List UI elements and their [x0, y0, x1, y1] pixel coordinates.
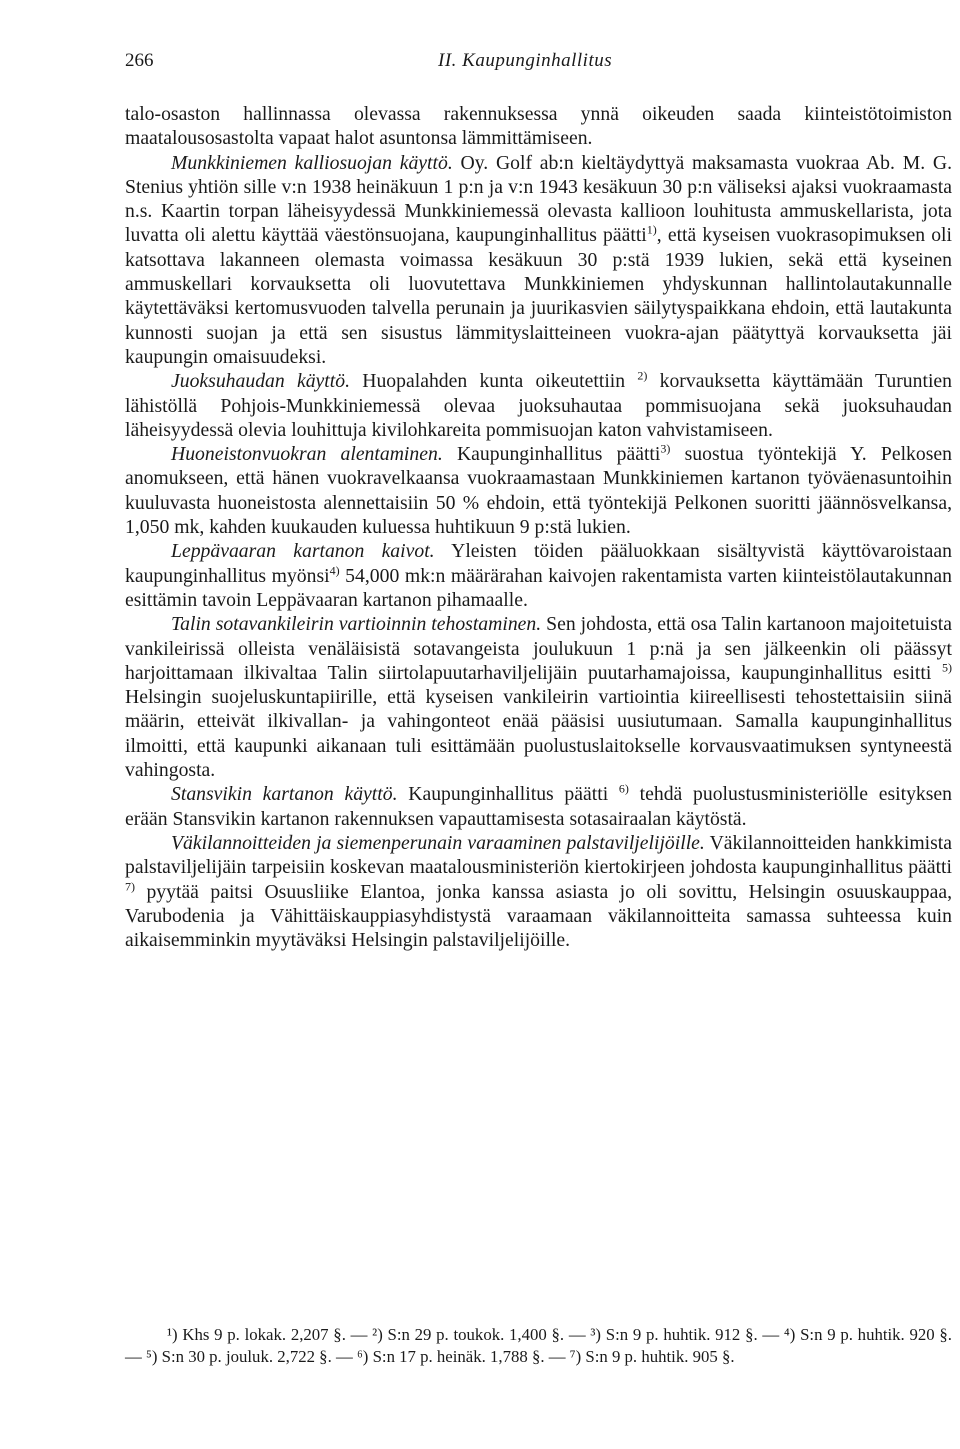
- paragraph-kalliosuoja: Munkkiniemen kalliosuojan käyttö. Oy. Golf ab:n kieltäydyttyä maksamasta vuokraa Ab. M. G. Stenius yhtiön sille v:n 1938 heinäkuun 1 p:n ja v:n 1943 kesäkuun 30 p:n väliseksi ajaksi vuokraamasta n.s. Kaartin torpan läheisyydessä Munkkiniemessä olevasta kallioon louhitusta ammuskellarista, jota luvatta oli alettu käyttää väestönsuojana, kaupunginhallitus päätti$^{1)}$, että kyseisen vuokrasopimuksen oli katsottava lakanneen olemasta voimassa kesäkuun 30 p:stä 1939 lukien, sekä että kyseinen ammuskellari korvauksetta oli luovutettava Munkkiniemen yhdyskunnan hallintolautakunnalle käytettäväksi kertomusvuoden talvella perunain ja juurikasvien säilytyspaikkana ehdoin, että lautakunta kunnosti suojan ja että sen sisustus lämmityslaitteineen vuokra-ajan päätyttyä korvauksetta jäi kaupungin omaisuudeksi.: [125, 151, 953, 368]
- paragraph-sotavankileiri: Talin sotavankileirin vartioinnin tehostaminen. Sen johdosta, että osa Talin kartanoon majoitetuista vankileirissä olleista venäläisistä sotavangeista joulukuun 1 p:nä ja sen jälkeenkin oli päässyt harjoittamaan ilkivaltaa Talin siirtolapuutarhaviljelijäin puutarhamajoissa, kaupunginhallitus esitti $^{5)}$ Helsingin suojeluskuntapiirille, että kyseisen vankileirin vartiointia kiireellisesti tehostettaisiin siinä määrin, etteivät ilkivallan- ja vahingonteot enää pääsisi uusiutumaan. Samalla kaupunginhallitus ilmoitti, että kaupunki aikanaan tuli esittämään puolustuslaitokselle korvausvaatimuksen syntyneestä vahingosta.: [125, 613, 953, 782]
- footnotes: [125, 1324, 952, 1368]
- paragraph-juoksuhauta: Juoksuhaudan käyttö. Huopalahden kunta oikeutettiin $^{2)}$ korvauksetta käyttämään Turuntien lähistöllä Pohjois-Munkkiniemessä olevaa juoksuhautaa pommisuojana sekä juoksuhaudan läheisyydessä olevia louhittuja kivilohkareita pommisuojan katon vahvistamiseen.: [125, 368, 953, 441]
- footnote-ref: 2): [637, 368, 648, 383]
- footnote-ref: 3): [660, 441, 671, 456]
- running-head: II. Kaupunginhallitus: [438, 50, 613, 71]
- paragraph-stansvik: Stansvikin kartanon käyttö. Kaupunginhallitus päätti $^{6)}$ tehdä puolustusministeriölle esityksen erään Stansvikin kartanon rakennuksen vapauttamisesta sotasairaalan käytöstä.: [125, 781, 953, 830]
- footnote-ref: 5): [942, 660, 953, 675]
- paragraph-title: Talin sotavankileirin vartioinnin tehostaminen.: [171, 613, 542, 636]
- body-text: [125, 102, 952, 952]
- footnote-ref: 6): [618, 781, 629, 796]
- paragraph-vakilannoitteet: Väkilannoitteiden ja siemenperunain varaaminen palstaviljelijöille. Väkilannoitteiden hankkimista palstaviljelijäin tarpeisiin koskevan maatalousministeriön kiertokirjeen johdosta kaupunginhallitus päätti $^{7)}$ pyytää paitsi Osuusliike Elantoa, jonka kanssa asiasta jo oli sovittu, Helsingin osuuskauppaa, Varubodenia ja Vähittäiskauppiasyhdistystä varaamaan väkilannoitteita samassa suhteessa kuin aikaisemminkin myytäväksi Helsingin palstaviljelijöille.: [125, 831, 952, 952]
- paragraph-title: Juoksuhaudan käyttö.: [171, 370, 350, 393]
- page-header: [125, 46, 925, 76]
- paragraph-kaivot: Leppävaaran kartanon kaivot. Yleisten töiden pääluokkaan sisältyvistä käyttövaroistaan kaupunginhallitus myönsi$^{4)}$ 54,000 mk:n määrärahan kaivojen rakentamista varten kiinteistölautakunnan esittämin tavoin Leppävaaran kartanon pihamaalle.: [125, 540, 952, 611]
- paragraph-continuation: talo-osaston hallinnassa olevassa rakennuksessa ynnä oikeuden saada kiinteistötoimiston maatalousosastolta vapaat halot asuntonsa lämmittämiseen.: [125, 103, 952, 150]
- paragraph-vuokra: Huoneistonvuokran alentaminen. Kaupunginhallitus päätti$^{3)}$ suostua työntekijä Y. Pelkosen anomukseen, että hänen vuokravelkaansa vuokraamastaan Munkkiniemen kartanon työväenasuntoihin kuuluvasta huoneistosta alennettaisiin 50 % ehdoin, että työntekijä Pelkonen suoritti jäännösvelkansa, 1,050 mk, kahden kuukauden kuluessa huhtikuun 9 p:stä lukien.: [125, 441, 952, 539]
- footnote-ref: 1): [646, 222, 657, 237]
- paragraph-title: Huoneistonvuokran alentaminen.: [171, 443, 443, 466]
- page-number: 266: [125, 50, 154, 71]
- footnote-ref: 7): [125, 878, 135, 893]
- paragraph-title: Leppävaaran kartanon kaivot.: [171, 540, 435, 563]
- paragraph-title: Väkilannoitteiden ja siemenperunain varaaminen palstaviljelijöille.: [171, 831, 705, 854]
- paragraph-title: Stansvikin kartanon käyttö.: [171, 783, 398, 806]
- paragraph-title: Munkkiniemen kalliosuojan käyttö.: [171, 151, 453, 174]
- footnote-ref: 4): [329, 563, 340, 578]
- footnote-text: ¹) Khs 9 p. lokak. 2,207 §. — ²) S:n 29 p. toukok. 1,400 §. — ³) S:n 9 p. huhtik. 912 §. — ⁴) S:n 9 p. huhtik. 920 §. — ⁵) S:n 30 p. jouluk. 2,722 §. — ⁶) S:n 17 p. heinäk. 1,788 §. — ⁷) S:n 9 p. huhtik. 905 §.: [125, 1325, 952, 1366]
